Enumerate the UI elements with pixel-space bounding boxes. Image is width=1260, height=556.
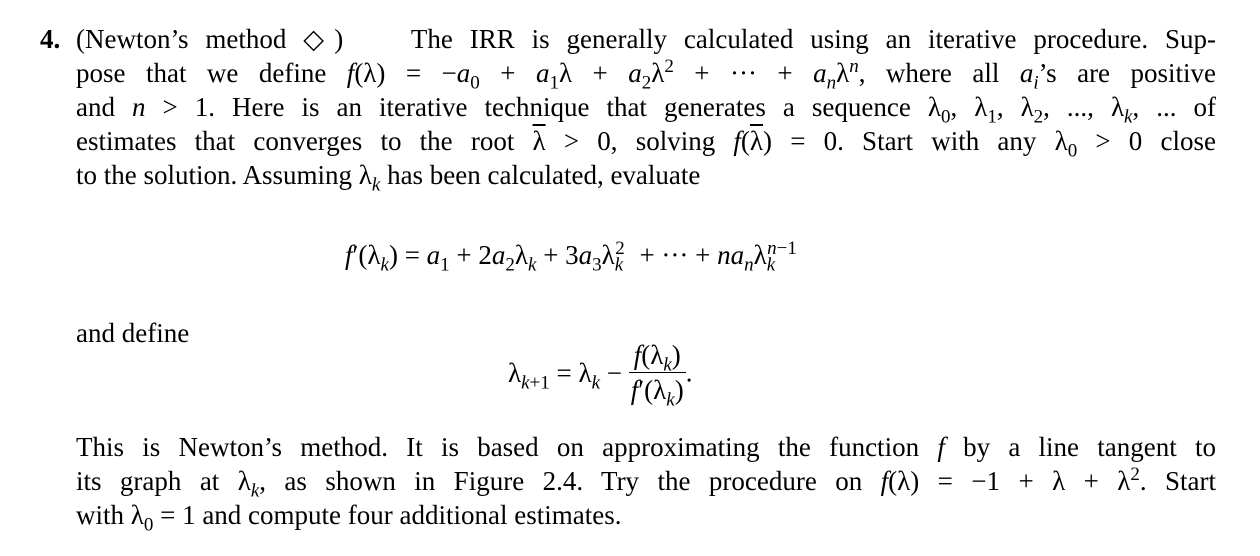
and-define-text: and define [76,318,190,348]
paragraph1-line4: estimates that converges to the root $\overline{\lambda} > 0$, solving $f(\overline{\lambda}) = 0$. Start with any $\lambda_0 > 0$ close [76,126,1216,162]
paragraph1-line2: pose that we define $f(\lambda) = -a_0 + a_1\lambda + a_2\lambda^2$ + ··· + $a_n\lambda^n$, where all $a_i’s$ are positive [76,56,1217,94]
paragraph1-line1 [76,22,1216,56]
paragraph1-line5: to the solution. Assuming $\lambda_k$ has been calculated, evaluate [76,160,701,196]
paragraph2-line3: with $\lambda_0 = 1$ and compute four additional estimates. [76,500,622,536]
exercise-lead: (Newton’s method ◇) [76,24,344,54]
fraction-numerator: $f(\lambda_k)$ [633,340,681,376]
exercise-number: 4. [40,24,61,54]
paragraph1-line3: and n > 1. Here is an iterative technique that generates a sequence $\lambda_0$, $\lambda_1$, $\lambda_2$, ..., $\lambda_k$, ... of [76,92,1217,128]
paragraph2-line1: This is Newton’s method. It is based on approximating the function f by a line tangent to [76,432,1216,462]
derivative-equation: $f'(\lambda_k) = a_1 + 2a_2\lambda_k + 3a_3\lambda_k^2$ + ··· + $na_n\lambda_k^{n-1}$ [345,238,797,276]
newton-fraction [629,338,686,411]
paragraph1-line1-text: The IRR is generally calculated using an iterative procedure. Sup- [410,24,1217,54]
paragraph2-line2: its graph at $\lambda_k$, as shown in Figure 2.4. Try the procedure on $f(\lambda) = -1 + \lambda + \lambda^2$. Start [76,464,1217,502]
newton-iteration-equation: $\lambda_{k+1} = \lambda_k$ − $\frac{f(\lambda_k)}{f'(\lambda_k)}$ . [508,340,693,411]
fraction-denominator: $f'(\lambda_k)$ [629,372,686,407]
